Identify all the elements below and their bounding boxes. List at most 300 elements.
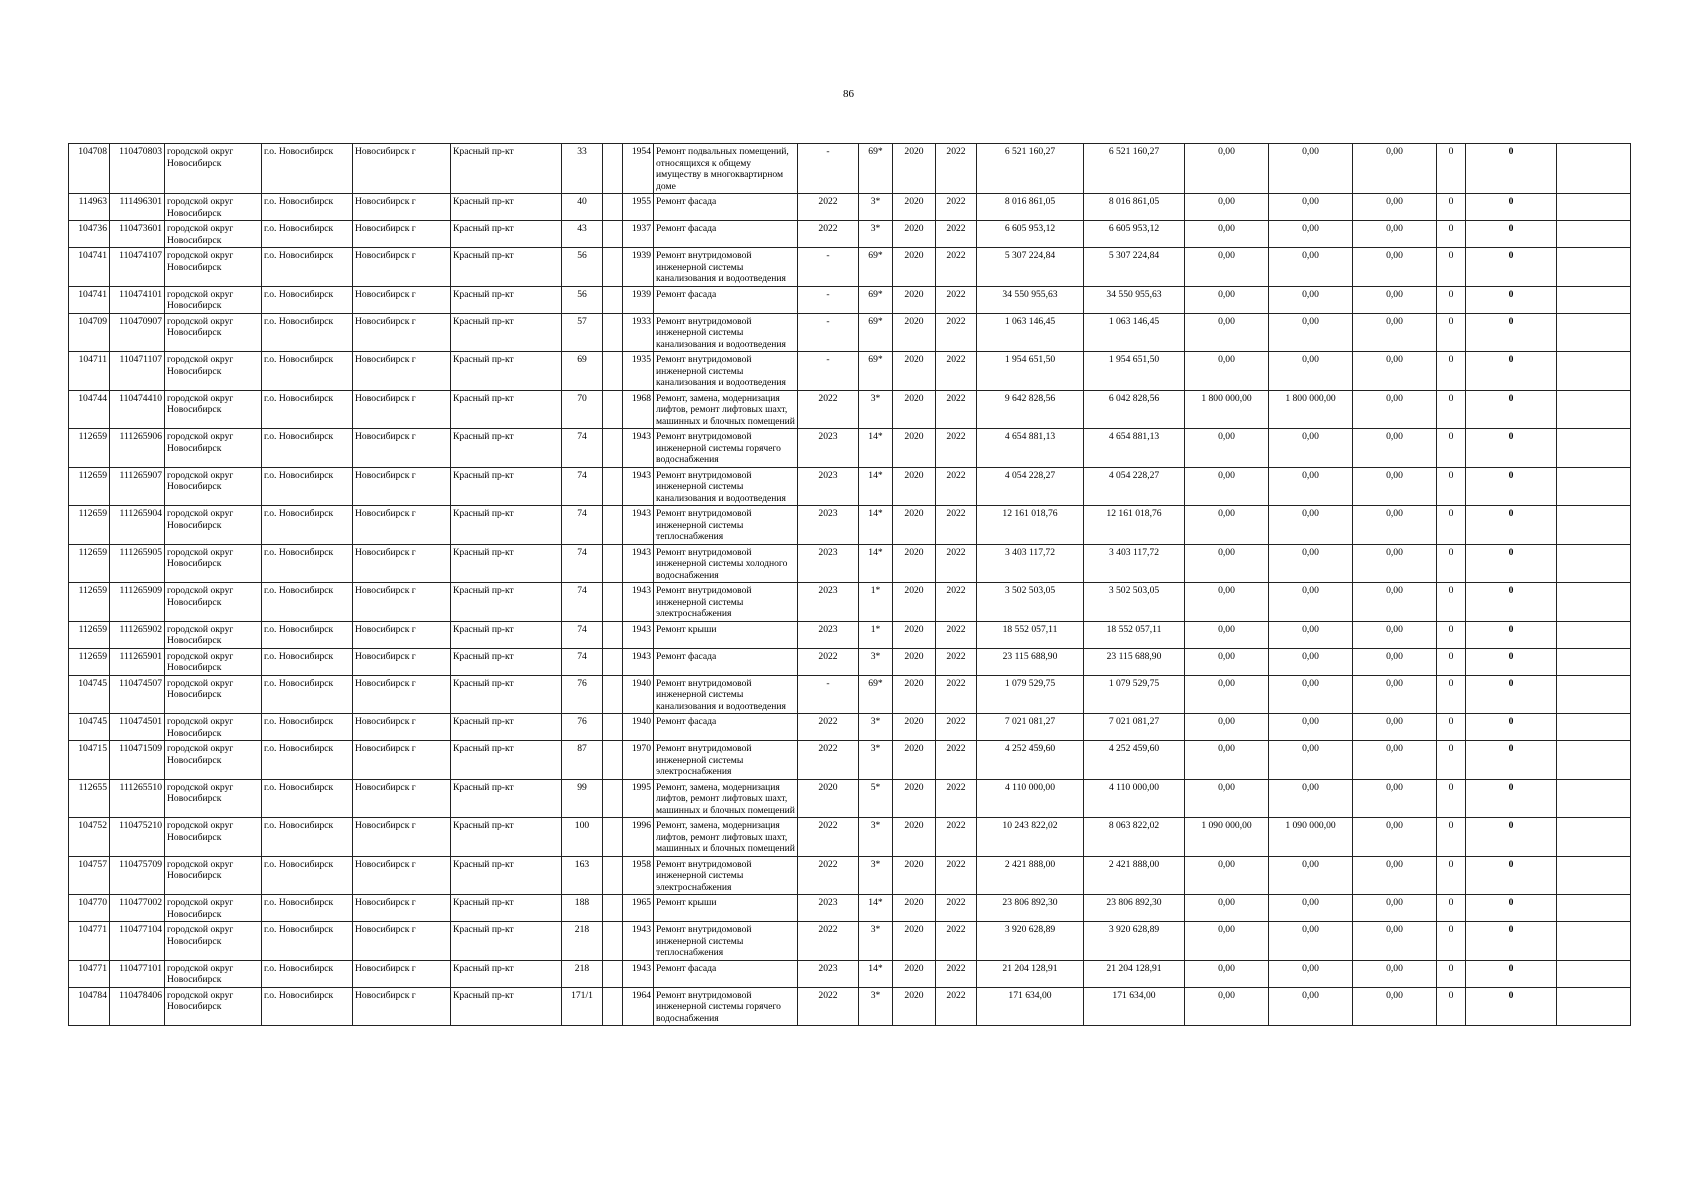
cell-count-b: 0 — [1466, 583, 1557, 622]
cell-object-code: 110470907 — [110, 313, 165, 352]
cell-cost-budget-2: 0,00 — [1269, 895, 1353, 922]
cell-plan-start: 2020 — [893, 286, 936, 313]
cell-cost-budget-2: 0,00 — [1269, 313, 1353, 352]
cell-cost-funds: 6 605 953,12 — [1084, 221, 1185, 248]
cell-cost-funds: 171 634,00 — [1084, 987, 1185, 1026]
cell-record-id: 104715 — [69, 741, 110, 780]
cell-note: 3* — [859, 648, 893, 675]
cell-work-type: Ремонт фасада — [654, 648, 798, 675]
cell-work-year: 2022 — [798, 987, 859, 1026]
cell-work-year: 2022 — [798, 221, 859, 248]
cell-plan-start: 2020 — [893, 648, 936, 675]
cell-blank — [1557, 429, 1631, 468]
cell-municipal-district: г.о. Новосибирск — [262, 741, 353, 780]
cell-total-cost: 34 550 955,63 — [977, 286, 1084, 313]
cell-blank — [1557, 194, 1631, 221]
table-row — [69, 544, 1631, 583]
cell-year-built: 1943 — [623, 648, 654, 675]
cell-cost-budget-2: 0,00 — [1269, 741, 1353, 780]
cell-cost-other: 0,00 — [1353, 714, 1437, 741]
cell-building — [603, 583, 623, 622]
cell-count-b: 0 — [1466, 987, 1557, 1026]
cell-object-code: 111265906 — [110, 429, 165, 468]
cell-municipal-district: г.о. Новосибирск — [262, 714, 353, 741]
cell-cost-other: 0,00 — [1353, 390, 1437, 429]
cell-record-id: 112659 — [69, 467, 110, 506]
cell-plan-start: 2020 — [893, 467, 936, 506]
cell-cost-other: 0,00 — [1353, 583, 1437, 622]
cell-cost-budget-1: 1 800 000,00 — [1185, 390, 1269, 429]
cell-record-id: 112659 — [69, 544, 110, 583]
cell-cost-funds: 23 806 892,30 — [1084, 895, 1185, 922]
cell-building — [603, 818, 623, 857]
cell-cost-budget-1: 0,00 — [1185, 221, 1269, 248]
cell-cost-funds: 3 502 503,05 — [1084, 583, 1185, 622]
table-row — [69, 960, 1631, 987]
cell-cost-budget-2: 0,00 — [1269, 583, 1353, 622]
cell-cost-other: 0,00 — [1353, 621, 1437, 648]
cell-street: Красный пр-кт — [451, 194, 562, 221]
cell-year-built: 1940 — [623, 714, 654, 741]
table-row — [69, 221, 1631, 248]
cell-municipality: городской округ Новосибирск — [165, 583, 262, 622]
cell-record-id: 112659 — [69, 621, 110, 648]
cell-count-a: 0 — [1437, 741, 1466, 780]
cell-object-code: 110477104 — [110, 922, 165, 961]
cell-municipality: городской округ Новосибирск — [165, 221, 262, 248]
cell-building — [603, 248, 623, 287]
cell-building — [603, 621, 623, 648]
cell-record-id: 112655 — [69, 779, 110, 818]
cell-plan-end: 2022 — [936, 675, 977, 714]
cell-building — [603, 960, 623, 987]
cell-count-a: 0 — [1437, 856, 1466, 895]
cell-cost-other: 0,00 — [1353, 429, 1437, 468]
cell-object-code: 110478406 — [110, 987, 165, 1026]
cell-total-cost: 21 204 128,91 — [977, 960, 1084, 987]
cell-plan-start: 2020 — [893, 960, 936, 987]
cell-note: 69* — [859, 144, 893, 194]
cell-house-number: 99 — [562, 779, 603, 818]
cell-cost-budget-1: 0,00 — [1185, 922, 1269, 961]
cell-work-year: 2023 — [798, 621, 859, 648]
cell-plan-start: 2020 — [893, 714, 936, 741]
cell-municipal-district: г.о. Новосибирск — [262, 779, 353, 818]
cell-object-code: 111265902 — [110, 621, 165, 648]
cell-count-b: 0 — [1466, 221, 1557, 248]
cell-work-type: Ремонт внутридомовой инженерной системы канализования и водоотведения — [654, 675, 798, 714]
cell-count-a: 0 — [1437, 583, 1466, 622]
cell-cost-other: 0,00 — [1353, 544, 1437, 583]
cell-settlement: Новосибирск г — [353, 390, 451, 429]
cell-note: 14* — [859, 506, 893, 545]
cell-cost-other: 0,00 — [1353, 741, 1437, 780]
cell-year-built: 1943 — [623, 544, 654, 583]
cell-work-year: - — [798, 675, 859, 714]
cell-count-a: 0 — [1437, 895, 1466, 922]
cell-total-cost: 6 521 160,27 — [977, 144, 1084, 194]
cell-record-id: 104736 — [69, 221, 110, 248]
table-row — [69, 390, 1631, 429]
cell-cost-funds: 2 421 888,00 — [1084, 856, 1185, 895]
cell-settlement: Новосибирск г — [353, 818, 451, 857]
cell-count-a: 0 — [1437, 467, 1466, 506]
cell-municipality: городской округ Новосибирск — [165, 390, 262, 429]
cell-plan-end: 2022 — [936, 922, 977, 961]
cell-plan-end: 2022 — [936, 144, 977, 194]
cell-cost-budget-2: 0,00 — [1269, 714, 1353, 741]
cell-total-cost: 2 421 888,00 — [977, 856, 1084, 895]
cell-settlement: Новосибирск г — [353, 352, 451, 391]
cell-house-number: 74 — [562, 429, 603, 468]
cell-plan-end: 2022 — [936, 714, 977, 741]
cell-note: 69* — [859, 313, 893, 352]
cell-blank — [1557, 895, 1631, 922]
cell-work-year: 2022 — [798, 390, 859, 429]
cell-cost-budget-1: 0,00 — [1185, 583, 1269, 622]
cell-count-b: 0 — [1466, 429, 1557, 468]
cell-cost-budget-1: 0,00 — [1185, 675, 1269, 714]
cell-work-year: 2022 — [798, 741, 859, 780]
cell-record-id: 104745 — [69, 714, 110, 741]
cell-cost-funds: 6 042 828,56 — [1084, 390, 1185, 429]
cell-settlement: Новосибирск г — [353, 675, 451, 714]
cell-blank — [1557, 352, 1631, 391]
cell-plan-start: 2020 — [893, 856, 936, 895]
cell-municipal-district: г.о. Новосибирск — [262, 248, 353, 287]
cell-total-cost: 4 054 228,27 — [977, 467, 1084, 506]
cell-plan-end: 2022 — [936, 818, 977, 857]
cell-work-year: - — [798, 352, 859, 391]
cell-object-code: 110473601 — [110, 221, 165, 248]
cell-cost-other: 0,00 — [1353, 648, 1437, 675]
cell-total-cost: 23 115 688,90 — [977, 648, 1084, 675]
cell-cost-budget-1: 0,00 — [1185, 429, 1269, 468]
cell-building — [603, 648, 623, 675]
cell-year-built: 1943 — [623, 506, 654, 545]
cell-plan-end: 2022 — [936, 987, 977, 1026]
cell-year-built: 1970 — [623, 741, 654, 780]
cell-year-built: 1958 — [623, 856, 654, 895]
cell-blank — [1557, 818, 1631, 857]
cell-building — [603, 506, 623, 545]
cell-cost-funds: 6 521 160,27 — [1084, 144, 1185, 194]
cell-plan-start: 2020 — [893, 741, 936, 780]
cell-count-a: 0 — [1437, 352, 1466, 391]
cell-building — [603, 221, 623, 248]
cell-count-b: 0 — [1466, 856, 1557, 895]
cell-blank — [1557, 583, 1631, 622]
cell-settlement: Новосибирск г — [353, 248, 451, 287]
cell-building — [603, 313, 623, 352]
cell-cost-budget-1: 0,00 — [1185, 741, 1269, 780]
cell-municipal-district: г.о. Новосибирск — [262, 313, 353, 352]
cell-municipal-district: г.о. Новосибирск — [262, 544, 353, 583]
cell-note: 3* — [859, 741, 893, 780]
cell-street: Красный пр-кт — [451, 987, 562, 1026]
table-row — [69, 194, 1631, 221]
cell-work-type: Ремонт внутридомовой инженерной системы холодного водоснабжения — [654, 544, 798, 583]
cell-blank — [1557, 779, 1631, 818]
cell-municipal-district: г.о. Новосибирск — [262, 352, 353, 391]
cell-cost-other: 0,00 — [1353, 922, 1437, 961]
cell-cost-funds: 3 403 117,72 — [1084, 544, 1185, 583]
cell-count-b: 0 — [1466, 194, 1557, 221]
cell-record-id: 104757 — [69, 856, 110, 895]
cell-note: 69* — [859, 352, 893, 391]
cell-settlement: Новосибирск г — [353, 648, 451, 675]
cell-municipal-district: г.о. Новосибирск — [262, 583, 353, 622]
cell-house-number: 171/1 — [562, 987, 603, 1026]
cell-building — [603, 922, 623, 961]
cell-plan-end: 2022 — [936, 779, 977, 818]
cell-note: 5* — [859, 779, 893, 818]
cell-municipal-district: г.о. Новосибирск — [262, 144, 353, 194]
cell-plan-start: 2020 — [893, 779, 936, 818]
cell-street: Красный пр-кт — [451, 544, 562, 583]
cell-count-a: 0 — [1437, 313, 1466, 352]
cell-total-cost: 3 403 117,72 — [977, 544, 1084, 583]
table-row — [69, 779, 1631, 818]
cell-house-number: 188 — [562, 895, 603, 922]
cell-house-number: 87 — [562, 741, 603, 780]
cell-street: Красный пр-кт — [451, 352, 562, 391]
cell-cost-budget-1: 0,00 — [1185, 960, 1269, 987]
cell-count-b: 0 — [1466, 352, 1557, 391]
cell-count-a: 0 — [1437, 221, 1466, 248]
cell-cost-budget-1: 0,00 — [1185, 248, 1269, 287]
cell-cost-funds: 3 920 628,89 — [1084, 922, 1185, 961]
cell-work-year: - — [798, 144, 859, 194]
cell-total-cost: 6 605 953,12 — [977, 221, 1084, 248]
cell-municipality: городской округ Новосибирск — [165, 741, 262, 780]
cell-plan-end: 2022 — [936, 895, 977, 922]
cell-street: Красный пр-кт — [451, 429, 562, 468]
cell-cost-funds: 1 063 146,45 — [1084, 313, 1185, 352]
cell-year-built: 1933 — [623, 313, 654, 352]
cell-cost-budget-2: 0,00 — [1269, 194, 1353, 221]
cell-house-number: 56 — [562, 248, 603, 287]
cell-street: Красный пр-кт — [451, 922, 562, 961]
cell-cost-budget-2: 0,00 — [1269, 467, 1353, 506]
cell-total-cost: 1 954 651,50 — [977, 352, 1084, 391]
cell-plan-end: 2022 — [936, 313, 977, 352]
cell-work-type: Ремонт внутридомовой инженерной системы электроснабжения — [654, 741, 798, 780]
cell-blank — [1557, 987, 1631, 1026]
cell-cost-other: 0,00 — [1353, 467, 1437, 506]
cell-object-code: 110474107 — [110, 248, 165, 287]
cell-settlement: Новосибирск г — [353, 429, 451, 468]
cell-year-built: 1996 — [623, 818, 654, 857]
table-row — [69, 675, 1631, 714]
cell-work-type: Ремонт внутридомовой инженерной системы теплоснабжения — [654, 506, 798, 545]
cell-cost-funds: 18 552 057,11 — [1084, 621, 1185, 648]
cell-count-b: 0 — [1466, 895, 1557, 922]
cell-work-year: 2022 — [798, 856, 859, 895]
cell-year-built: 1964 — [623, 987, 654, 1026]
cell-plan-start: 2020 — [893, 221, 936, 248]
cell-municipality: городской округ Новосибирск — [165, 648, 262, 675]
cell-municipal-district: г.о. Новосибирск — [262, 429, 353, 468]
cell-work-year: 2023 — [798, 544, 859, 583]
cell-cost-budget-1: 0,00 — [1185, 856, 1269, 895]
cell-cost-funds: 34 550 955,63 — [1084, 286, 1185, 313]
cell-cost-budget-1: 0,00 — [1185, 352, 1269, 391]
cell-house-number: 76 — [562, 714, 603, 741]
cell-note: 1* — [859, 583, 893, 622]
cell-street: Красный пр-кт — [451, 741, 562, 780]
cell-building — [603, 987, 623, 1026]
cell-note: 14* — [859, 467, 893, 506]
cell-cost-funds: 23 115 688,90 — [1084, 648, 1185, 675]
cell-municipal-district: г.о. Новосибирск — [262, 390, 353, 429]
cell-work-type: Ремонт крыши — [654, 621, 798, 648]
cell-cost-budget-2: 0,00 — [1269, 856, 1353, 895]
cell-total-cost: 23 806 892,30 — [977, 895, 1084, 922]
cell-municipal-district: г.о. Новосибирск — [262, 675, 353, 714]
cell-object-code: 111265904 — [110, 506, 165, 545]
cell-building — [603, 675, 623, 714]
cell-cost-other: 0,00 — [1353, 248, 1437, 287]
cell-cost-other: 0,00 — [1353, 352, 1437, 391]
cell-cost-other: 0,00 — [1353, 895, 1437, 922]
cell-blank — [1557, 714, 1631, 741]
cell-year-built: 1943 — [623, 960, 654, 987]
cell-municipal-district: г.о. Новосибирск — [262, 194, 353, 221]
cell-work-year: 2022 — [798, 922, 859, 961]
cell-street: Красный пр-кт — [451, 818, 562, 857]
cell-year-built: 1939 — [623, 248, 654, 287]
cell-plan-start: 2020 — [893, 895, 936, 922]
cell-municipal-district: г.о. Новосибирск — [262, 648, 353, 675]
cell-cost-budget-2: 1 090 000,00 — [1269, 818, 1353, 857]
cell-plan-start: 2020 — [893, 313, 936, 352]
cell-work-year: 2022 — [798, 714, 859, 741]
cell-blank — [1557, 621, 1631, 648]
cell-count-b: 0 — [1466, 313, 1557, 352]
cell-count-b: 0 — [1466, 818, 1557, 857]
cell-cost-budget-1: 0,00 — [1185, 506, 1269, 545]
repair-registry-table — [68, 143, 1631, 1026]
cell-count-a: 0 — [1437, 248, 1466, 287]
cell-settlement: Новосибирск г — [353, 467, 451, 506]
cell-settlement: Новосибирск г — [353, 221, 451, 248]
cell-work-year: 2023 — [798, 467, 859, 506]
cell-plan-end: 2022 — [936, 621, 977, 648]
cell-plan-start: 2020 — [893, 621, 936, 648]
cell-street: Красный пр-кт — [451, 390, 562, 429]
table-row — [69, 144, 1631, 194]
cell-year-built: 1943 — [623, 429, 654, 468]
cell-count-b: 0 — [1466, 467, 1557, 506]
cell-municipal-district: г.о. Новосибирск — [262, 856, 353, 895]
cell-plan-end: 2022 — [936, 583, 977, 622]
cell-cost-budget-1: 0,00 — [1185, 648, 1269, 675]
cell-municipality: городской округ Новосибирск — [165, 286, 262, 313]
cell-count-b: 0 — [1466, 144, 1557, 194]
cell-count-b: 0 — [1466, 621, 1557, 648]
cell-total-cost: 3 502 503,05 — [977, 583, 1084, 622]
cell-note: 14* — [859, 960, 893, 987]
cell-work-year: 2023 — [798, 429, 859, 468]
cell-cost-budget-2: 0,00 — [1269, 922, 1353, 961]
cell-house-number: 33 — [562, 144, 603, 194]
cell-record-id: 112659 — [69, 506, 110, 545]
cell-count-a: 0 — [1437, 960, 1466, 987]
cell-plan-start: 2020 — [893, 390, 936, 429]
cell-object-code: 110470803 — [110, 144, 165, 194]
cell-house-number: 70 — [562, 390, 603, 429]
cell-municipality: городской округ Новосибирск — [165, 248, 262, 287]
table-row — [69, 818, 1631, 857]
cell-settlement: Новосибирск г — [353, 895, 451, 922]
cell-note: 14* — [859, 544, 893, 583]
cell-year-built: 1935 — [623, 352, 654, 391]
cell-plan-end: 2022 — [936, 390, 977, 429]
cell-work-year: 2022 — [798, 194, 859, 221]
cell-blank — [1557, 248, 1631, 287]
cell-plan-end: 2022 — [936, 960, 977, 987]
cell-cost-budget-2: 0,00 — [1269, 621, 1353, 648]
cell-municipality: городской округ Новосибирск — [165, 194, 262, 221]
cell-record-id: 104711 — [69, 352, 110, 391]
cell-record-id: 112659 — [69, 429, 110, 468]
cell-plan-start: 2020 — [893, 429, 936, 468]
cell-plan-start: 2020 — [893, 583, 936, 622]
cell-blank — [1557, 675, 1631, 714]
cell-cost-budget-2: 0,00 — [1269, 987, 1353, 1026]
cell-note: 69* — [859, 675, 893, 714]
page-number: 86 — [843, 88, 854, 100]
cell-total-cost: 4 110 000,00 — [977, 779, 1084, 818]
cell-plan-end: 2022 — [936, 856, 977, 895]
cell-cost-budget-1: 0,00 — [1185, 286, 1269, 313]
cell-cost-budget-1: 1 090 000,00 — [1185, 818, 1269, 857]
table-row — [69, 352, 1631, 391]
cell-house-number: 74 — [562, 467, 603, 506]
cell-count-b: 0 — [1466, 675, 1557, 714]
cell-cost-budget-2: 0,00 — [1269, 648, 1353, 675]
cell-cost-funds: 5 307 224,84 — [1084, 248, 1185, 287]
cell-note: 3* — [859, 987, 893, 1026]
cell-record-id: 104771 — [69, 960, 110, 987]
cell-record-id: 104771 — [69, 922, 110, 961]
cell-blank — [1557, 506, 1631, 545]
cell-note: 1* — [859, 621, 893, 648]
cell-total-cost: 9 642 828,56 — [977, 390, 1084, 429]
cell-building — [603, 895, 623, 922]
cell-blank — [1557, 221, 1631, 248]
cell-blank — [1557, 390, 1631, 429]
cell-settlement: Новосибирск г — [353, 741, 451, 780]
cell-record-id: 104745 — [69, 675, 110, 714]
cell-municipal-district: г.о. Новосибирск — [262, 987, 353, 1026]
cell-work-year: - — [798, 313, 859, 352]
cell-record-id: 104752 — [69, 818, 110, 857]
cell-cost-funds: 4 252 459,60 — [1084, 741, 1185, 780]
cell-record-id: 104784 — [69, 987, 110, 1026]
cell-note: 3* — [859, 221, 893, 248]
cell-count-a: 0 — [1437, 922, 1466, 961]
cell-settlement: Новосибирск г — [353, 144, 451, 194]
cell-total-cost: 4 654 881,13 — [977, 429, 1084, 468]
cell-settlement: Новосибирск г — [353, 621, 451, 648]
cell-count-b: 0 — [1466, 779, 1557, 818]
cell-total-cost: 10 243 822,02 — [977, 818, 1084, 857]
cell-municipality: городской округ Новосибирск — [165, 675, 262, 714]
cell-street: Красный пр-кт — [451, 313, 562, 352]
table-row — [69, 922, 1631, 961]
